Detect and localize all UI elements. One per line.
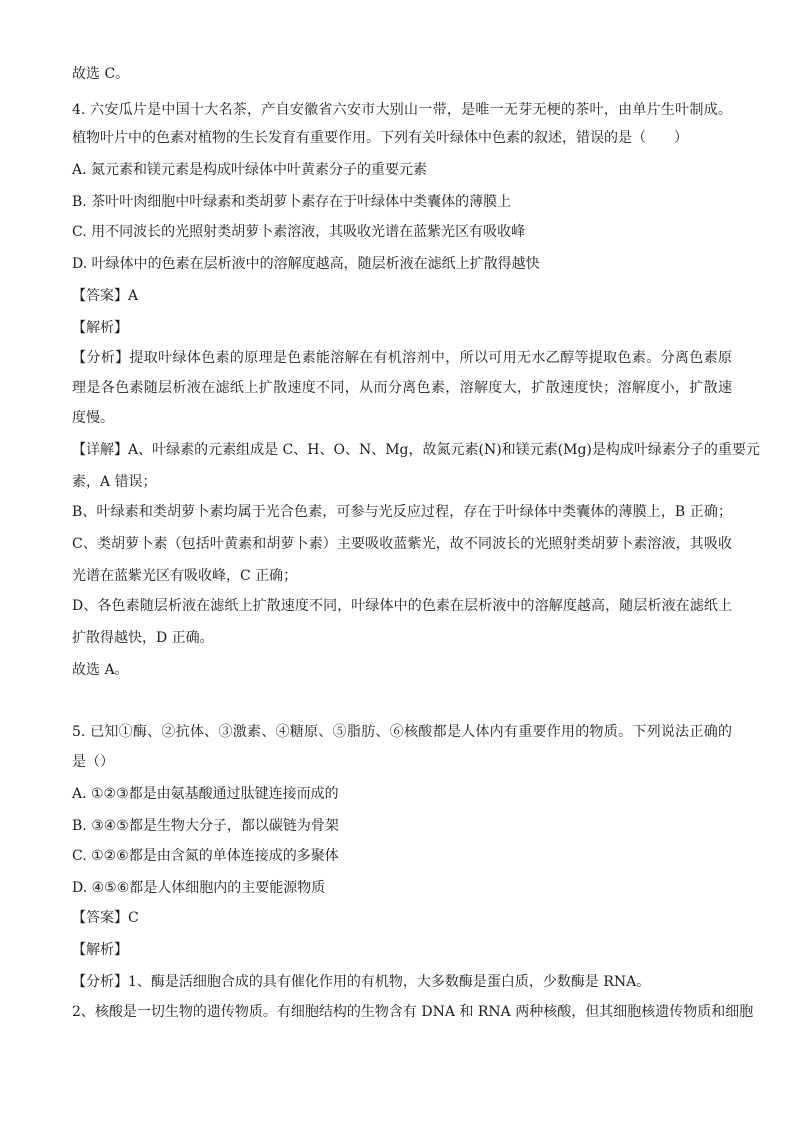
question-5-stem: 5. 已知①酶、②抗体、③激素、④糖原、⑤脂肪、⑥核酸都是人体内有重要作用的物质。下列说法正确的 — [72, 724, 732, 740]
analysis-paragraph: 理是各色素随层析液在滤纸上扩散速度不同，从而分离色素，溶解度大，扩散速度快；溶解度小，扩散速 — [72, 380, 732, 396]
answer-label: 【答案】C — [72, 910, 139, 926]
detail-paragraph: D、各色素随层析液在滤纸上扩散速度不同，叶绿体中的色素在层析液中的溶解度越高，随层析液在滤纸上 — [72, 598, 732, 614]
answer-label: 【答案】A — [72, 288, 139, 304]
explanation-label: 【解析】 — [72, 320, 128, 336]
analysis-paragraph: 度慢。 — [72, 410, 114, 426]
analysis-paragraph: 2、核酸是一切生物的遗传物质。有细胞结构的生物含有 DNA 和 RNA 两种核酸，但其细胞核遗传物质和细胞 — [72, 1004, 754, 1020]
detail-paragraph: 素，A 错误； — [72, 474, 157, 490]
question-5-stem: 是（） — [72, 754, 114, 770]
detail-paragraph: 光谱在蓝紫光区有吸收峰，C 正确； — [72, 568, 298, 584]
option-a: A. ①②③都是由氨基酸通过肽键连接而成的 — [72, 786, 339, 802]
detail-paragraph: 【详解】A、叶绿素的元素组成是 C、H、O、N、Mg，故氮元素(N)和镁元素(Mg)是构成叶绿素分子的重要元 — [72, 442, 760, 458]
question-4-stem: 植物叶片中的色素对植物的生长发育有重要作用。下列有关叶绿体中色素的叙述，错误的是（ ） — [72, 130, 688, 146]
detail-paragraph: B、叶绿素和类胡萝卜素均属于光合色素，可参与光反应过程，存在于叶绿体中类囊体的薄膜上，B 正确； — [72, 504, 732, 520]
analysis-paragraph: 【分析】1、酶是活细胞合成的具有催化作用的有机物，大多数酶是蛋白质，少数酶是 RNA。 — [72, 974, 651, 990]
conclusion-line: 故选 A。 — [72, 662, 129, 678]
detail-paragraph: 扩散得越快，D 正确。 — [72, 630, 214, 646]
detail-paragraph: C、类胡萝卜素（包括叶黄素和胡萝卜素）主要吸收蓝紫光，故不同波长的光照射类胡萝卜素溶液，其吸收 — [72, 536, 732, 552]
option-d: D. ④⑤⑥都是人体细胞内的主要能源物质 — [72, 880, 326, 896]
option-c: C. ①②⑥都是由含氮的单体连接成的多聚体 — [72, 848, 339, 864]
explanation-label: 【解析】 — [72, 942, 128, 958]
text-line: 故选 C。 — [72, 66, 130, 82]
analysis-paragraph: 【分析】提取叶绿体色素的原理是色素能溶解在有机溶剂中，所以可用无水乙醇等提取色素。分离色素原 — [72, 350, 732, 366]
question-4-stem: 4. 六安瓜片是中国十大名茶，产自安徽省六安市大别山一带，是唯一无芽无梗的茶叶，由单片生叶制成。 — [72, 102, 732, 118]
option-b: B. ③④⑤都是生物大分子，都以碳链为骨架 — [72, 818, 339, 834]
option-a: A. 氮元素和镁元素是构成叶绿体中叶黄素分子的重要元素 — [72, 162, 428, 178]
option-d: D. 叶绿体中的色素在层析液中的溶解度越高，随层析液在滤纸上扩散得越快 — [72, 256, 540, 272]
option-c: C. 用不同波长的光照射类胡萝卜素溶液，其吸收光谱在蓝紫光区有吸收峰 — [72, 224, 526, 240]
option-b: B. 茶叶叶肉细胞中叶绿素和类胡萝卜素存在于叶绿体中类囊体的薄膜上 — [72, 194, 512, 210]
